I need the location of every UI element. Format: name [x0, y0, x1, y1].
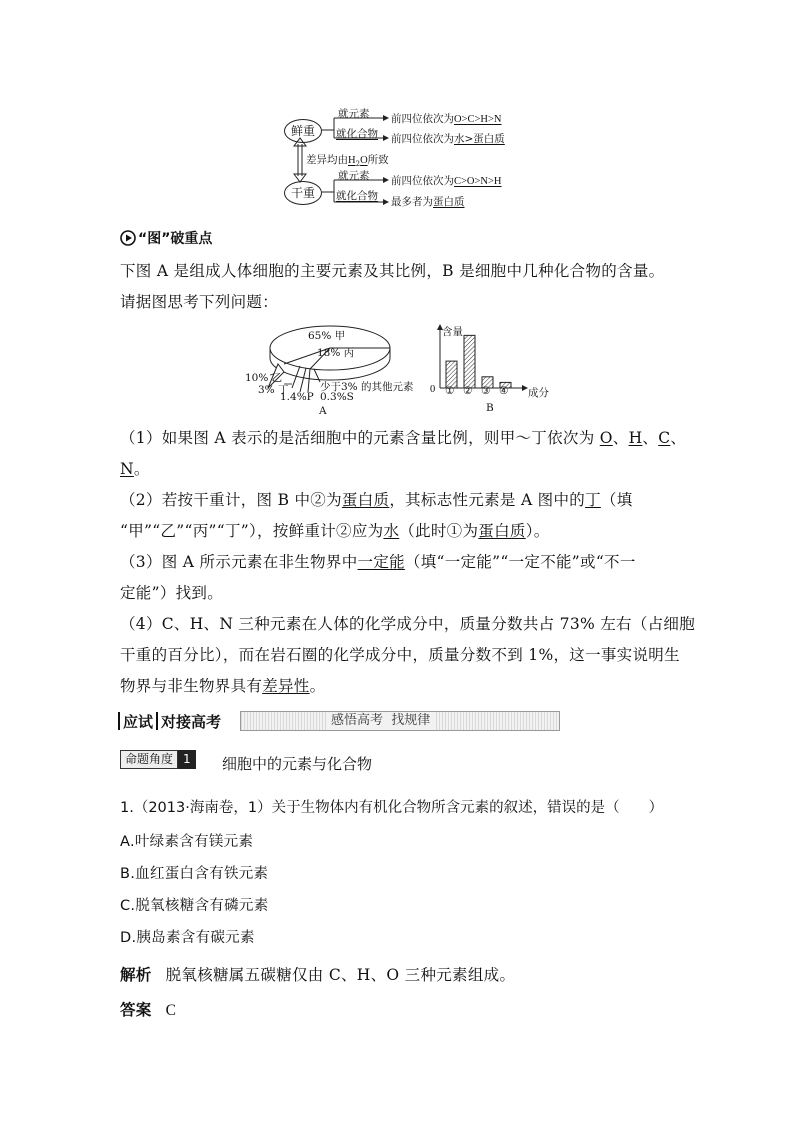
q2-answer-2: 丁	[585, 491, 601, 509]
pie-chart-a	[245, 318, 418, 418]
answer-text: C	[165, 1002, 177, 1019]
fresh-compound-label: 就化合物	[336, 128, 378, 140]
fresh-element-desc: 前四位依次为O>C>H>N	[391, 113, 502, 125]
banner-bar	[240, 711, 560, 731]
dry-compound-desc: 最多者为蛋白质	[391, 196, 465, 208]
banner-left-2: 对接高考	[161, 712, 222, 731]
angle-tag-number: 1	[178, 750, 196, 769]
intro-line-1: 下图 A 是组成人体细胞的主要元素及其比例，B 是细胞中几种化合物的含量。	[120, 262, 665, 280]
option-d: D.胰岛素含有碳元素	[120, 930, 255, 946]
angle-title: 细胞中的元素与化合物	[222, 755, 373, 773]
section-title: “图”破重点	[138, 231, 213, 247]
play-circle-icon	[120, 230, 136, 246]
fresh-weight-node: 鲜重	[284, 119, 322, 143]
x-axis-label: 成分	[528, 387, 549, 399]
answer	[120, 998, 176, 1020]
fresh-element-label: 就元素	[338, 108, 370, 120]
intro-line-2: 请据图思考下列问题：	[120, 293, 279, 311]
section-banner	[118, 709, 678, 733]
angle-tag	[120, 750, 196, 769]
analysis-label: 解析	[120, 966, 152, 984]
answer-label: 答案	[120, 1001, 152, 1019]
pie-label-ding: 3% 丁	[258, 384, 289, 396]
pie-label-bing: 18% 丙	[317, 347, 355, 359]
q1-answer-1: O	[599, 429, 613, 447]
dry-element-label: 就元素	[338, 170, 370, 182]
dry-element-desc: 前四位依次为C>O>N>H	[391, 175, 502, 187]
q4-line-2: 干重的百分比），而在岩石圈的化学成分中，质量分数不到 1%，这一事实说明生	[120, 646, 680, 664]
pie-label-jia: 65% 甲	[308, 330, 346, 342]
analysis	[120, 963, 515, 985]
banner-left	[118, 711, 221, 731]
q4-line-1: （4）C、H、N 三种元素在人体的化学成分中，质量分数共占 73% 左右（占细胞	[120, 615, 696, 633]
bar-chart-caption: B	[486, 402, 494, 414]
bar-chart-b	[426, 322, 556, 418]
pie-label-yi: 10% 乙	[245, 372, 283, 384]
q2-answer-4: 蛋白质	[478, 522, 526, 540]
dry-compound-label: 就化合物	[336, 190, 378, 202]
q4-line-3: 物界与非生物界具有差异性。	[120, 677, 326, 695]
pie-label-other: 少于3% 的其他元素	[320, 381, 414, 393]
q1-line-1: （1）如果图 A 表示的是活细胞中的元素含量比例，则甲～丁依次为 O、H、C、	[120, 429, 687, 447]
q3-line-2: 定能”）找到。	[120, 584, 224, 602]
banner-right-text: 感悟高考 找规律	[327, 712, 434, 730]
question-stem: 1.（2013·海南卷，1）关于生物体内有机化合物所含元素的叙述，错误的是（ ）	[120, 800, 664, 816]
x-tick-2: ②	[463, 385, 473, 397]
difference-note: 差异均由$H_2O$所致	[306, 154, 389, 169]
x-tick-3: ③	[481, 385, 491, 397]
q2-line-2: “甲”“乙”“丙”“丁”），按鲜重计②应为水（此时①为蛋白质）。	[120, 522, 550, 540]
x-tick-4: ④	[499, 385, 509, 397]
q4-answer: 差异性	[262, 677, 310, 695]
bars	[446, 335, 511, 388]
x-tick-1: ①	[445, 385, 455, 397]
q1-answer-4: N	[120, 460, 134, 478]
q1-answer-3: C	[658, 429, 671, 447]
bar-2	[464, 335, 475, 388]
pie-label-p: 1.4%P	[280, 391, 314, 403]
dry-weight-node: 干重	[284, 181, 322, 205]
q3-line-1: （3）图 A 所示元素在非生物界中一定能（填“一定能”“一定不能”或“不一	[120, 553, 636, 571]
angle-tag-label: 命题角度	[120, 750, 178, 769]
option-a: A.叶绿素含有镁元素	[120, 834, 254, 850]
origin-label: 0	[430, 384, 436, 395]
option-b: B.血红蛋白含有铁元素	[120, 866, 269, 882]
q3-answer: 一定能	[357, 553, 405, 571]
bar-1	[446, 361, 457, 388]
q2-answer-1: 蛋白质	[341, 491, 390, 509]
fresh-compound-desc: 前四位依次为水>蛋白质	[391, 133, 505, 145]
y-axis-label: 含量	[442, 326, 463, 338]
q1-line-2: N。	[120, 460, 150, 478]
pie-label-s: 0.3%S	[320, 391, 354, 403]
banner-left-1: 应试	[123, 712, 154, 731]
q2-answer-3: 水	[383, 522, 400, 540]
weight-flow-diagram	[278, 108, 538, 212]
option-c: C.脱氧核糖含有磷元素	[120, 898, 269, 914]
q2-line-1: （2）若按干重计，图 B 中②为蛋白质，其标志性元素是 A 图中的丁（填	[120, 491, 633, 509]
analysis-text: 脱氧核糖属五碳糖仅由 C、H、O 三种元素组成。	[165, 966, 516, 984]
pie-caption: A	[319, 405, 327, 417]
q1-answer-2: H	[628, 429, 643, 447]
section-heading	[120, 229, 212, 247]
